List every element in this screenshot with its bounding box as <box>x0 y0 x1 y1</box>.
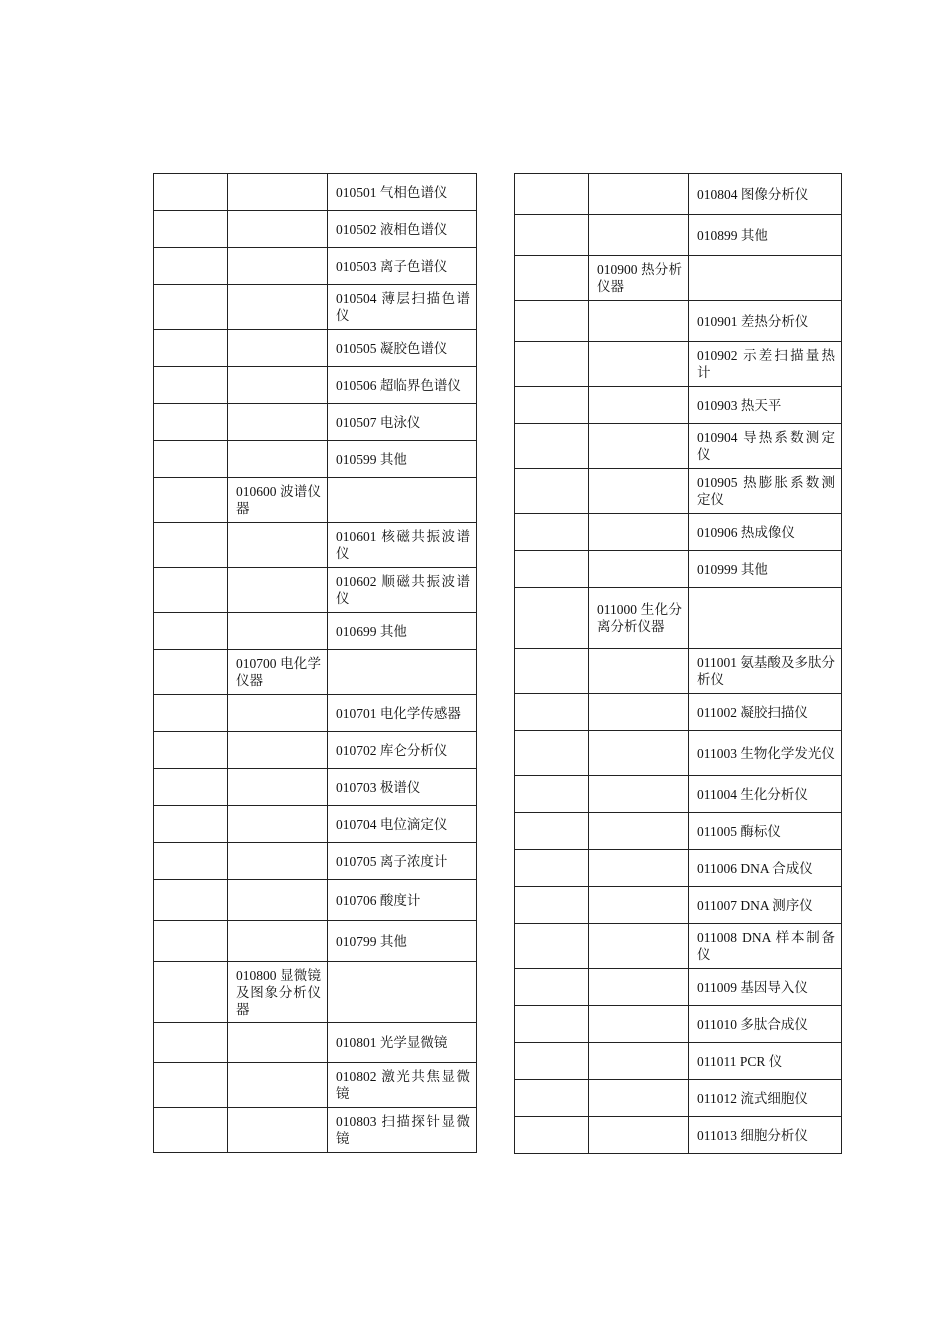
blank-cell <box>515 924 589 969</box>
item-label: 011007 DNA 测序仪 <box>697 897 813 913</box>
table-row <box>515 588 842 649</box>
table-row <box>154 921 477 962</box>
blank-cell <box>154 523 228 568</box>
item-label: 010901 差热分析仪 <box>697 313 809 329</box>
category-cell <box>228 880 328 921</box>
item-cell <box>328 404 477 441</box>
item-label: 010904 导热系数测定仪 <box>697 430 835 462</box>
table-row <box>154 367 477 404</box>
item-cell <box>328 248 477 285</box>
item-cell <box>689 887 842 924</box>
blank-cell <box>154 1063 228 1108</box>
category-label: 010700 电化学仪器 <box>236 656 321 688</box>
category-cell <box>228 1108 328 1153</box>
item-label: 011003 生物化学发光仪 <box>697 745 835 761</box>
table-row <box>154 769 477 806</box>
table-row <box>515 813 842 850</box>
item-cell <box>328 843 477 880</box>
table-row <box>515 1117 842 1154</box>
item-cell <box>689 1080 842 1117</box>
item-cell <box>328 211 477 248</box>
item-cell <box>328 367 477 404</box>
table-row <box>154 962 477 1023</box>
category-cell <box>228 523 328 568</box>
table-row <box>515 1080 842 1117</box>
table-row <box>154 1063 477 1108</box>
table-row <box>154 613 477 650</box>
item-cell <box>328 568 477 613</box>
table-row <box>515 776 842 813</box>
item-cell <box>689 1006 842 1043</box>
category-cell <box>228 921 328 962</box>
blank-cell <box>515 850 589 887</box>
item-label: 010504 薄层扫描色谱仪 <box>336 291 470 323</box>
table-row <box>515 694 842 731</box>
right-catalog-table <box>514 173 842 1154</box>
item-label: 011004 生化分析仪 <box>697 786 808 802</box>
item-cell <box>689 174 842 215</box>
blank-cell <box>515 551 589 588</box>
item-cell <box>328 523 477 568</box>
blank-cell <box>515 514 589 551</box>
table-row <box>154 478 477 523</box>
category-cell <box>228 732 328 769</box>
item-cell <box>689 850 842 887</box>
table-row <box>515 174 842 215</box>
category-cell <box>589 924 689 969</box>
table-row <box>515 256 842 301</box>
blank-cell <box>154 330 228 367</box>
category-cell <box>589 301 689 342</box>
category-cell <box>589 256 689 301</box>
item-label: 011005 酶标仪 <box>697 823 781 839</box>
blank-cell <box>154 769 228 806</box>
item-cell <box>689 1043 842 1080</box>
table-row <box>154 650 477 695</box>
table-row <box>154 806 477 843</box>
item-label: 010801 光学显微镜 <box>336 1035 448 1050</box>
category-cell <box>589 969 689 1006</box>
blank-cell <box>515 969 589 1006</box>
item-cell <box>328 613 477 650</box>
table-row <box>154 568 477 613</box>
table-row <box>154 174 477 211</box>
blank-cell <box>154 174 228 211</box>
category-cell <box>228 1063 328 1108</box>
table-row <box>154 211 477 248</box>
category-cell <box>228 441 328 478</box>
table-row <box>515 469 842 514</box>
blank-cell <box>154 441 228 478</box>
category-cell <box>589 514 689 551</box>
blank-cell <box>154 478 228 523</box>
table-row <box>515 1006 842 1043</box>
category-cell <box>228 650 328 695</box>
category-cell <box>589 174 689 215</box>
item-label: 010699 其他 <box>336 623 407 639</box>
item-cell <box>328 732 477 769</box>
table-row <box>154 285 477 330</box>
table-row <box>154 523 477 568</box>
blank-cell <box>154 568 228 613</box>
category-label: 011000 生化分离分析仪器 <box>597 602 682 634</box>
item-cell <box>328 921 477 962</box>
table-row <box>154 1023 477 1063</box>
blank-cell <box>515 174 589 215</box>
category-cell <box>228 404 328 441</box>
table-row <box>515 649 842 694</box>
item-label: 011001 氨基酸及多肽分析仪 <box>697 655 835 687</box>
blank-cell <box>515 1043 589 1080</box>
blank-cell <box>154 613 228 650</box>
blank-cell <box>154 404 228 441</box>
category-cell <box>589 731 689 776</box>
item-cell <box>689 215 842 256</box>
table-row <box>515 731 842 776</box>
blank-cell <box>515 588 589 649</box>
table-row <box>515 1043 842 1080</box>
item-cell <box>328 769 477 806</box>
table-row <box>154 695 477 732</box>
item-cell <box>689 551 842 588</box>
blank-cell <box>515 256 589 301</box>
blank-cell <box>154 211 228 248</box>
item-cell <box>689 469 842 514</box>
item-cell <box>689 387 842 424</box>
blank-cell <box>515 649 589 694</box>
blank-cell <box>515 301 589 342</box>
blank-cell <box>515 1080 589 1117</box>
item-label: 010706 酸度计 <box>336 892 421 908</box>
item-label: 011010 多肽合成仪 <box>697 1016 808 1032</box>
table-row <box>154 441 477 478</box>
category-cell <box>589 887 689 924</box>
category-cell <box>228 962 328 1023</box>
item-cell <box>328 174 477 211</box>
item-label: 010705 离子浓度计 <box>336 853 448 869</box>
item-cell <box>328 695 477 732</box>
table-row <box>515 924 842 969</box>
item-cell <box>328 880 477 921</box>
blank-cell <box>515 424 589 469</box>
table-row <box>515 342 842 387</box>
category-cell <box>228 330 328 367</box>
item-cell <box>689 1117 842 1154</box>
category-cell <box>589 813 689 850</box>
item-label: 011012 流式细胞仪 <box>697 1090 808 1106</box>
item-label: 010505 凝胶色谱仪 <box>336 340 448 356</box>
item-cell <box>328 806 477 843</box>
item-label: 010601 核磁共振波谱仪 <box>336 529 470 561</box>
item-cell <box>689 588 842 649</box>
item-cell <box>689 256 842 301</box>
item-cell <box>689 969 842 1006</box>
category-cell <box>589 424 689 469</box>
blank-cell <box>154 921 228 962</box>
item-label: 010802 激光共焦显微镜 <box>336 1069 470 1101</box>
category-cell <box>589 850 689 887</box>
item-label: 010803 扫描探针显微镜 <box>336 1114 470 1146</box>
blank-cell <box>154 367 228 404</box>
category-cell <box>228 613 328 650</box>
category-cell <box>228 285 328 330</box>
table-row <box>515 387 842 424</box>
category-cell <box>228 568 328 613</box>
item-label: 010899 其他 <box>697 227 768 243</box>
table-row <box>515 887 842 924</box>
item-label: 010501 气相色谱仪 <box>336 184 448 200</box>
item-label: 010701 电化学传感器 <box>336 705 461 721</box>
blank-cell <box>154 695 228 732</box>
blank-cell <box>515 387 589 424</box>
item-cell <box>689 813 842 850</box>
blank-cell <box>154 1108 228 1153</box>
item-cell <box>328 441 477 478</box>
item-cell <box>689 924 842 969</box>
category-cell <box>228 248 328 285</box>
item-label: 011009 基因导入仪 <box>697 979 808 995</box>
category-cell <box>589 1043 689 1080</box>
table-row <box>515 215 842 256</box>
category-cell <box>589 1117 689 1154</box>
item-cell <box>328 478 477 523</box>
table-row <box>154 404 477 441</box>
blank-cell <box>154 650 228 695</box>
category-cell <box>228 478 328 523</box>
category-cell <box>589 776 689 813</box>
table-row <box>515 551 842 588</box>
category-cell <box>228 695 328 732</box>
table-row <box>515 301 842 342</box>
blank-cell <box>154 732 228 769</box>
item-label: 010702 库仑分析仪 <box>336 742 448 758</box>
category-cell <box>228 1023 328 1063</box>
blank-cell <box>154 248 228 285</box>
blank-cell <box>515 469 589 514</box>
category-cell <box>589 551 689 588</box>
category-cell <box>589 1080 689 1117</box>
category-cell <box>589 588 689 649</box>
category-label: 010900 热分析仪器 <box>597 262 682 294</box>
item-label: 010506 超临界色谱仪 <box>336 377 461 393</box>
item-cell <box>689 342 842 387</box>
item-label: 010602 顺磁共振波谱仪 <box>336 574 470 606</box>
item-cell <box>689 301 842 342</box>
category-cell <box>589 469 689 514</box>
blank-cell <box>515 776 589 813</box>
table-row <box>154 880 477 921</box>
blank-cell <box>154 806 228 843</box>
item-cell <box>328 1023 477 1063</box>
item-cell <box>689 514 842 551</box>
blank-cell <box>154 1023 228 1063</box>
blank-cell <box>154 962 228 1023</box>
left-catalog-table <box>153 173 477 1153</box>
item-label: 010905 热膨胀系数测定仪 <box>697 475 835 507</box>
blank-cell <box>515 887 589 924</box>
table-row <box>154 843 477 880</box>
item-label: 011002 凝胶扫描仪 <box>697 704 808 720</box>
item-label: 010902 示差扫描量热计 <box>697 348 835 380</box>
item-label: 010703 极谱仪 <box>336 779 421 795</box>
item-label: 010906 热成像仪 <box>697 524 795 540</box>
item-cell <box>328 962 477 1023</box>
category-cell <box>589 215 689 256</box>
item-cell <box>689 731 842 776</box>
item-cell <box>689 424 842 469</box>
item-cell <box>328 1063 477 1108</box>
item-cell <box>328 1108 477 1153</box>
category-label: 010600 波谱仪器 <box>236 484 321 516</box>
blank-cell <box>154 285 228 330</box>
item-label: 010503 离子色谱仪 <box>336 258 448 274</box>
table-row <box>154 248 477 285</box>
blank-cell <box>515 1006 589 1043</box>
item-label: 010799 其他 <box>336 933 407 949</box>
category-cell <box>228 211 328 248</box>
table-row <box>515 424 842 469</box>
table-row <box>154 1108 477 1153</box>
blank-cell <box>515 813 589 850</box>
item-label: 010999 其他 <box>697 561 768 577</box>
category-cell <box>228 174 328 211</box>
category-cell <box>228 843 328 880</box>
table-row <box>515 850 842 887</box>
item-label: 010502 液相色谱仪 <box>336 221 448 237</box>
category-cell <box>589 649 689 694</box>
item-label: 010804 图像分析仪 <box>697 186 809 202</box>
blank-cell <box>515 694 589 731</box>
blank-cell <box>154 843 228 880</box>
blank-cell <box>515 1117 589 1154</box>
category-cell <box>589 387 689 424</box>
table-row <box>515 514 842 551</box>
blank-cell <box>515 342 589 387</box>
item-cell <box>689 649 842 694</box>
category-label: 010800 显微镜及图象分析仪器 <box>236 967 321 1017</box>
item-cell <box>328 650 477 695</box>
item-label: 010507 电泳仪 <box>336 414 421 430</box>
item-label: 010599 其他 <box>336 451 407 467</box>
item-label: 011011 PCR 仪 <box>697 1053 783 1069</box>
item-label: 010903 热天平 <box>697 397 782 413</box>
table-row <box>154 732 477 769</box>
item-label: 011013 细胞分析仪 <box>697 1127 808 1143</box>
item-label: 011006 DNA 合成仪 <box>697 860 813 876</box>
item-label: 010704 电位滴定仪 <box>336 816 448 832</box>
category-cell <box>228 806 328 843</box>
item-cell <box>689 776 842 813</box>
category-cell <box>228 769 328 806</box>
category-cell <box>589 694 689 731</box>
category-cell <box>589 1006 689 1043</box>
blank-cell <box>515 215 589 256</box>
item-label: 011008 DNA 样本制备仪 <box>697 930 835 962</box>
item-cell <box>328 285 477 330</box>
blank-cell <box>154 880 228 921</box>
item-cell <box>328 330 477 367</box>
category-cell <box>228 367 328 404</box>
blank-cell <box>515 731 589 776</box>
category-cell <box>589 342 689 387</box>
table-row <box>515 969 842 1006</box>
item-cell <box>689 694 842 731</box>
table-row <box>154 330 477 367</box>
